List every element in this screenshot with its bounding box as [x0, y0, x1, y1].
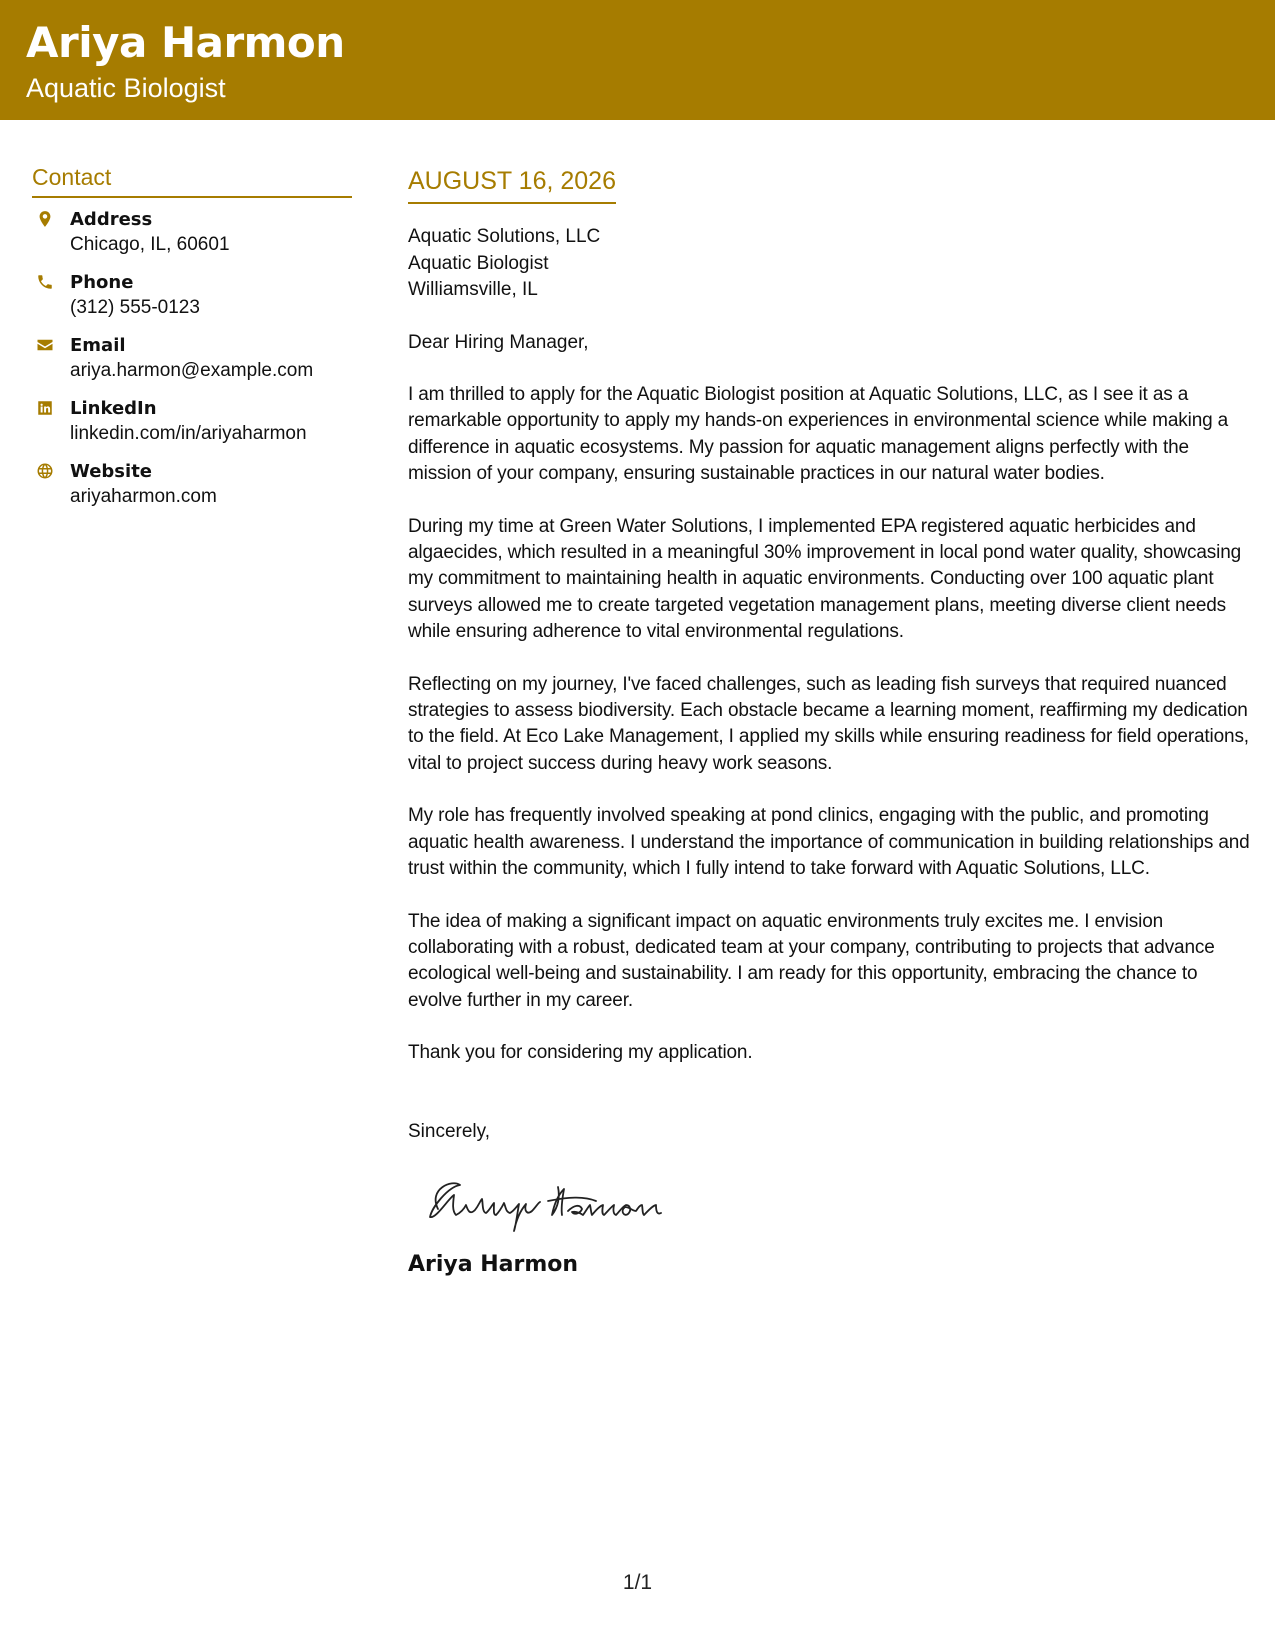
contact-value: ariyaharmon.com — [70, 485, 217, 507]
letter-date: AUGUST 16, 2026 — [408, 166, 616, 204]
paragraph: Thank you for considering my application. — [408, 1042, 753, 1064]
contact-label: Address — [70, 208, 153, 230]
paragraph: I am thrilled to apply for the Aquatic Biologist position at Aquatic Solutions, LLC, as I see it as a remarkable opportunity to apply my hands-on experiences in environmental science while making a difference in aquatic ecosystems. My passion for aquatic management aligns perfectly with the mission of your company, ensuring sustainable practices in our natural water bodies. — [408, 384, 1229, 485]
contact-sidebar — [32, 164, 352, 525]
contact-label: Website — [70, 460, 153, 482]
candidate-title: Aquatic Biologist — [26, 73, 226, 103]
contact-item-website — [32, 462, 352, 525]
recipient-company: Aquatic Solutions, LLC — [408, 226, 601, 247]
contact-item-email — [32, 336, 352, 399]
header-banner — [0, 0, 1275, 120]
salutation: Dear Hiring Manager, — [408, 331, 589, 353]
recipient-block — [408, 224, 1252, 304]
linkedin-icon — [36, 399, 54, 417]
contact-heading: Contact — [32, 164, 352, 198]
candidate-name: Ariya Harmon — [26, 18, 345, 67]
page-number: 1/1 — [622, 1571, 653, 1594]
contact-value: (312) 555-0123 — [70, 296, 200, 318]
recipient-position: Aquatic Biologist — [408, 252, 549, 274]
map-pin-icon — [36, 210, 54, 228]
paragraph: The idea of making a significant impact on aquatic environments truly excites me. I envision collaborating with a robust, dedicated team at your company, contributing to projects that advance ecological well-being and sustainability. I am ready for this opportunity, embracing the chance to evolve further in my career. — [408, 910, 1215, 1011]
paragraph: Reflecting on my journey, I've faced challenges, such as leading fish surveys that required nuanced strategies to assess biodiversity. Each obstacle became a learning moment, reaffirming my dedication to the field. At Eco Lake Management, I applied my skills while ensuring readiness for field operations, vital to project success during heavy work seasons. — [408, 673, 1249, 774]
envelope-icon — [36, 336, 54, 354]
contact-value: Chicago, IL, 60601 — [70, 233, 230, 255]
contact-label: LinkedIn — [70, 397, 157, 419]
contact-value: linkedin.com/in/ariyaharmon — [70, 422, 307, 444]
phone-icon — [36, 273, 54, 291]
closing: Sincerely, — [408, 1120, 491, 1142]
contact-value: ariya.harmon@example.com — [70, 359, 314, 381]
letter-body — [408, 166, 1252, 1279]
signature-image — [408, 1165, 668, 1237]
paragraph: During my time at Green Water Solutions, I implemented EPA registered aquatic herbicides and algaecides, which resulted in a meaningful 30% improvement in local pond water quality, showcasing my commitment to maintaining health in aquatic environments. Conducting over 100 aquatic plant surveys allowed me to create targeted vegetation management plans, meeting diverse client needs while ensuring adherence to vital environmental regulations. — [408, 515, 1242, 643]
contact-label: Phone — [70, 271, 134, 293]
contact-item-linkedin — [32, 399, 352, 462]
contact-item-phone — [32, 273, 352, 336]
signer-name: Ariya Harmon — [408, 1251, 579, 1277]
recipient-location: Williamsville, IL — [408, 279, 538, 300]
paragraph: My role has frequently involved speaking at pond clinics, engaging with the public, and promoting aquatic health awareness. I understand the importance of communication in building relationships and trust within the community, which I fully intend to take forward with Aquatic Solutions, LLC. — [408, 805, 1250, 880]
globe-icon — [36, 462, 54, 480]
contact-item-address — [32, 210, 352, 273]
contact-label: Email — [70, 334, 126, 356]
